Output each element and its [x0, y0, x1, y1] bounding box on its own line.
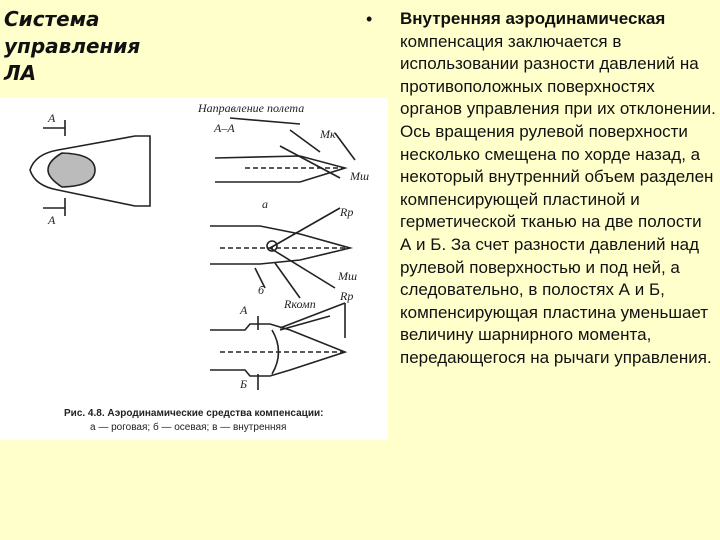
flight-direction-arrow — [230, 118, 300, 124]
slide-title: Система управления ЛА — [4, 7, 141, 85]
section-label: А–А — [214, 121, 235, 135]
label-msh2: Mш — [338, 269, 358, 283]
bullet-body: компенсация заключается в использовании разности давлений на противоположных поверхностях органов управления при их отклонении. Ось вращения рулевой поверхности несколько смещена по хорде назад, а некоторый внутренний объем разделен компенсирующей пластиной и герметической тканью на две полости А и Б. За счет разности давлений над рулевой поверхностью и под ней, а следовательно, в полостях А и Б, компенсирующая пластина уменьшает величину шарнирного момента, передающегося на рычаги управления. — [400, 31, 716, 367]
label-rkomp: Rкомп — [284, 297, 316, 311]
label-cavity-b: Б — [240, 377, 248, 391]
bullet-marker: • — [366, 9, 373, 29]
section-aa-surface — [215, 156, 345, 182]
panel-a-surface — [210, 226, 350, 264]
horn-hatch — [48, 153, 95, 187]
label-a-bottom: А — [48, 213, 56, 227]
aerodynamic-compensation-figure — [0, 98, 388, 440]
label-a: а — [262, 197, 268, 211]
label-b: б — [258, 283, 265, 297]
flight-direction-label: Направление полета — [198, 101, 305, 115]
label-a-top: А — [48, 111, 56, 125]
bullet-paragraph — [400, 8, 716, 370]
figure-caption-line1: Рис. 4.8. Аэродинамические средства компенсации: — [64, 408, 324, 419]
figure-caption-line2: а — роговая; б — осевая; в — внутренняя — [90, 422, 287, 433]
label-msh1: Mш — [350, 169, 370, 183]
panel-b-surface — [210, 324, 345, 376]
label-cavity-a: А — [240, 303, 248, 317]
label-rr1: Rр — [340, 205, 354, 219]
label-rr2: Rр — [340, 289, 354, 303]
label-mk: Mк — [320, 127, 336, 141]
bullet-lead: Внутренняя аэродинамическая — [400, 9, 666, 28]
figure-drawing — [0, 98, 388, 440]
